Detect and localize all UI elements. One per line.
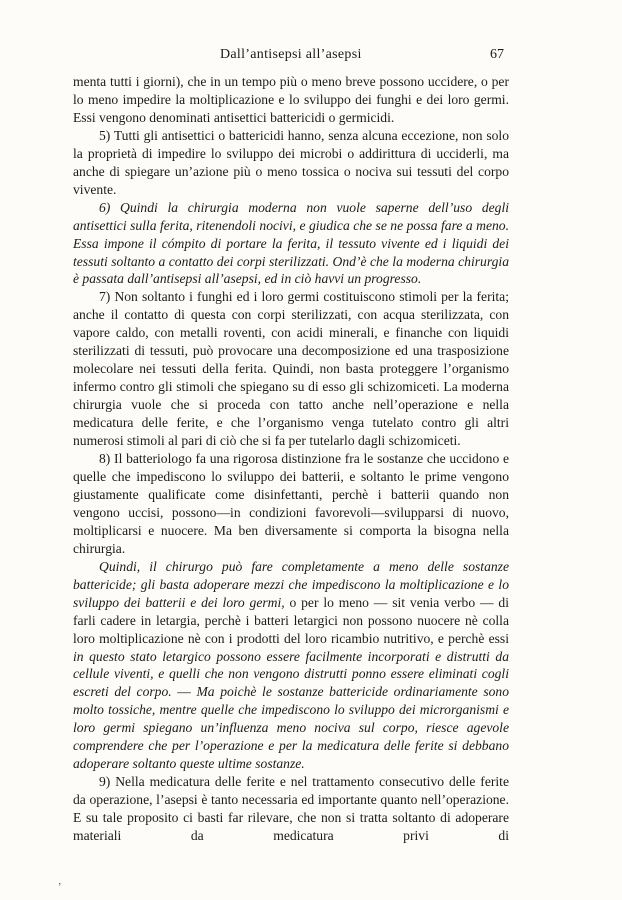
running-header — [70, 44, 510, 68]
italic-run-3: Ma poichè le sostanze battericide ordinariamente sono molto tossiche, mentre quelle che impediscono lo sviluppo dei microrganismi e loro germi spiegano un’influenza meno nociva sul corpo, riesce agevole comprendere che per l’operazione e per la medicatura delle ferite si debbano adoperare soltanto queste ultime sostanze. — [73, 684, 509, 772]
italic-run-2: in questo stato letargico possono essere facilmente incorporati e distrutti da cellule viventi, e quelli che non vengono distrutti ponno essere eliminati cogli escreti del corpo. — [73, 648, 509, 700]
paragraph-5: 5) Tutti gli antisettici o battericidi hanno, senza alcuna eccezione, non solo la proprietà di impedire lo sviluppo dei microbi o addirittura di ucciderli, ma anche di spiegare un’azione più o meno tossica o nociva sui tessuti del corpo vivente. — [73, 127, 509, 197]
roman-run-2: — — [171, 684, 197, 700]
italic-run-1: Quindi, il chirurgo può fare completamente a meno delle sostanze battericide; gli basta adoperare mezzi che impediscono la moltiplicazione e lo sviluppo dei batterii e dei loro germi, — [73, 558, 509, 610]
paragraph-8: 8) Il batteriologo fa una rigorosa distinzione fra le sostanze che uccidono e quelle che impediscono lo sviluppo dei batterii, e soltanto le prime vengono giustamente qualificate come disinfettanti, perchè i batterii quando non vengono uccisi, possono—in condizioni favorevoli—svilupparsi di nuovo, moltiplicarsi e nuocere. Ma ben diversamente si comporta la bisogna nella chirurgia. — [73, 451, 509, 556]
roman-run-1: o per lo meno — sit venia verbo — di farli cadere in letargia, perchè i batteri letargici non possono nuocere nè colla loro moltiplicazione nè con i prodotti del loro ricambio nutritivo, e perchè essi — [73, 594, 509, 646]
margin-mark: ‚ — [58, 876, 62, 887]
paragraph-9: 9) Nella medicatura delle ferite e nel trattamento consecutivo delle ferite da operazione, l’asepsi è tanto necessaria ed importante quanto nell’operazione. E su tale proposito ci basti far rilevare, che non si tratta soltanto di adoperare materiali da medicatura privi di — [73, 774, 509, 844]
page-number: 67 — [490, 47, 504, 62]
running-title: Dall’antisepsi all’asepsi — [220, 47, 362, 62]
paragraph-continuation: menta tutti i giorni), che in un tempo più o meno breve possono uccidere, o per lo meno impedire la moltiplicazione e lo sviluppo dei funghi e dei loro germi. Essi vengono denominati antisettici battericidi o germicidi. — [73, 74, 509, 125]
body-text — [73, 73, 509, 845]
paragraph-7: 7) Non soltanto i funghi ed i loro germi costituiscono stimoli per la ferita; anche il contatto di questa con corpi sterilizzati, con acqua sterilizzata, con vapore caldo, con metalli roventi, con acidi minerali, e finanche con liquidi sterilizzati di tessuti, può provocare una decomposizione ed una trasposizione molecolare nei tessuti della ferita. Quindi, non basta proteggere l’organismo infermo contro gli stimoli che spiegano su di esso gli schizomiceti. La moderna chirurgia vuole che si proceda con tatto anche nell’operazione e nella medicatura delle ferite, e che l’organismo venga tutelato contro gli altri numerosi stimoli al pari di ciò che si fa per tutelarlo dagli schizomiceti. — [73, 289, 509, 449]
paragraph-6: 6) Quindi la chirurgia moderna non vuole saperne dell’uso degli antisettici sulla ferita, ritenendoli nocivi, e giudica che se ne possa fare a meno. Essa impone il cómpito di portare la ferita, il tessuto vivente ed i liquidi dei tessuti soltanto a contatto dei corpi sterilizzati. Ond’è che la moderna chirurgia è passata dall’antisepsi all’asepsi, ed in ciò havvi un progresso. — [73, 199, 509, 287]
paragraph-quindi — [73, 558, 509, 773]
